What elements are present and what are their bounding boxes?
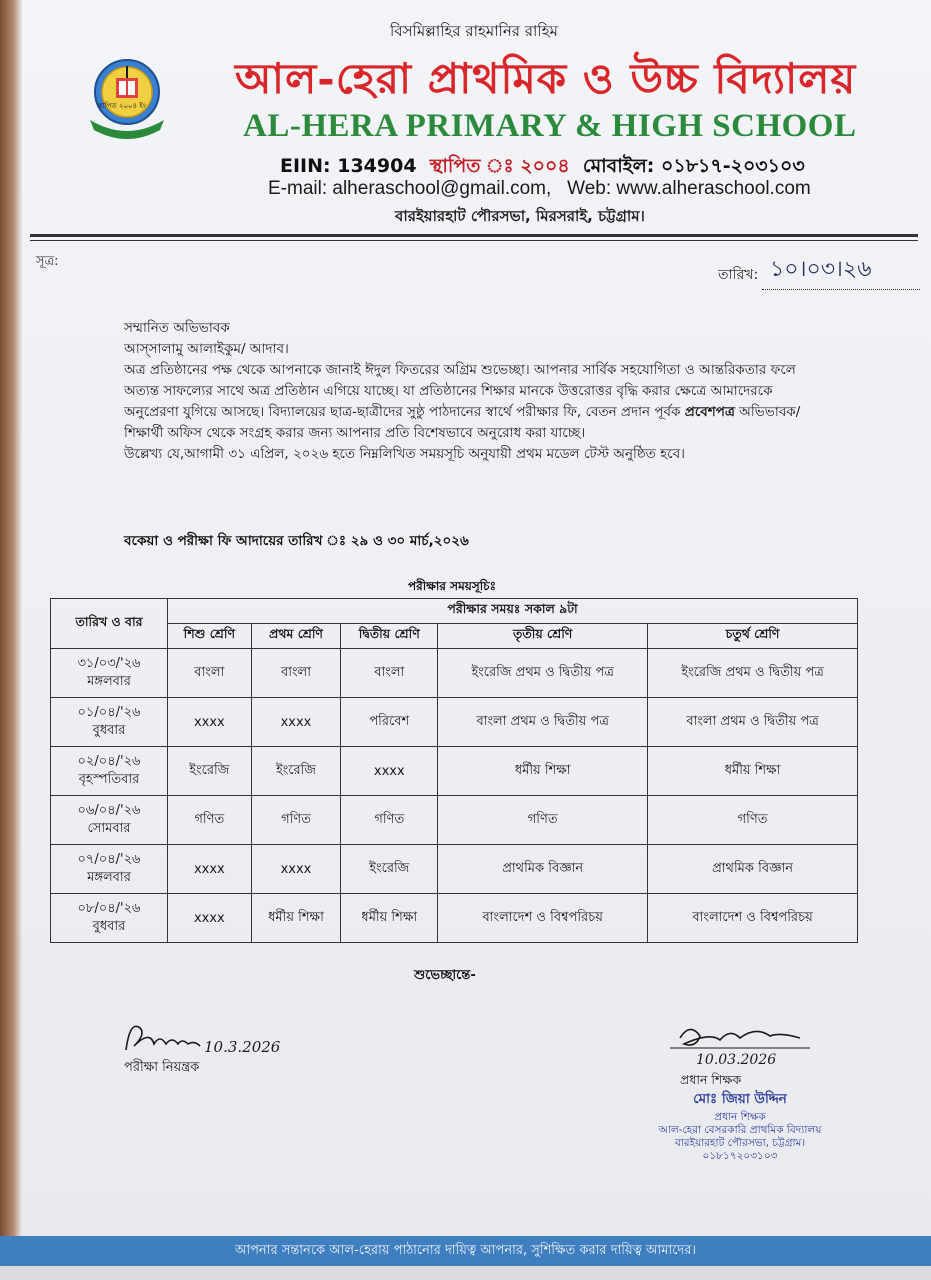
date-text: ০২/০৪/'২৬ [77, 754, 141, 769]
official-stamp [620, 1088, 860, 1163]
day-text: বৃহস্পতিবার [78, 772, 140, 787]
table-row [51, 894, 858, 943]
page-bottom-edge [0, 1266, 931, 1280]
class-header: শিশু শ্রেণি [168, 624, 252, 649]
page-edge [0, 0, 22, 1280]
stamp-phone: ০১৮১৭২০৩১০৩ [702, 1150, 778, 1162]
web-info-line [268, 178, 811, 200]
subject-cell: বাংলা [341, 649, 438, 698]
subject-cell: বাংলা [251, 649, 341, 698]
date-cell [51, 845, 168, 894]
day-text: বুধবার [92, 919, 126, 934]
header-divider-thin [30, 240, 918, 241]
greeting: আস্সালামু আলাইকুম/ আদাব। [124, 341, 289, 357]
date-column-header: তারিখ ও বার [51, 599, 168, 649]
paragraph-exam-notice: উল্লেখ্য যে,আগামী ৩১ এপ্রিল, ২০২৬ হতে নিম্নলিখিত সময়সূচি অনুযায়ী প্রথম মডেল টেস্ট অনুষ্ঠিত হবে। [124, 446, 685, 462]
date-cell [51, 747, 168, 796]
fee-collection-date: বকেয়া ও পরীক্ষা ফি আদায়ের তারিখ ঃ ২৯ ও ৩০ মার্চ,২০২৬ [124, 533, 469, 549]
subject-cell: ধর্মীয় শিক্ষা [438, 747, 648, 796]
date-text: ০১/০৪/'২৬ [77, 705, 141, 720]
subject-cell: xxxx [168, 845, 252, 894]
stamp-address: বারইয়ারহাট পৌরসভা, চট্টগ্রাম। [674, 1137, 806, 1149]
table-row [51, 698, 858, 747]
subject-cell: গণিত [251, 796, 341, 845]
logo-caption: স্থাপিত ২০০৪ ইং [98, 102, 146, 110]
subject-cell: বাংলা প্রথম ও দ্বিতীয় পত্র [648, 698, 858, 747]
subject-cell: ধর্মীয় শিক্ষা [341, 894, 438, 943]
date-text: ০৬/০৪/'২৬ [77, 803, 141, 818]
reference-label: সূত্র: [36, 254, 59, 269]
school-name-english: AL-HERA PRIMARY & HIGH SCHOOL [243, 108, 857, 144]
date-cell [51, 698, 168, 747]
date-label: তারিখ: [718, 267, 759, 283]
address-text: বারইয়ারহাট পৌরসভা, মিরসরাই, চট্টগ্রাম। [395, 207, 645, 225]
controller-date: 10.3.2026 [204, 1038, 281, 1056]
header-divider [30, 234, 918, 237]
subject-cell: ধর্মীয় শিক্ষা [251, 894, 341, 943]
subject-cell: প্রাথমিক বিজ্ঞান [438, 845, 648, 894]
subject-cell: ইংরেজি [168, 747, 252, 796]
subject-cell: পরিবেশ [341, 698, 438, 747]
subject-cell: বাংলা প্রথম ও দ্বিতীয় পত্র [438, 698, 648, 747]
mobile-text: মোবাইল: ০১৮১৭-২০৩১০৩ [582, 155, 805, 177]
bismillah-text: বিসমিল্লাহির রাহমানির রাহিম [390, 22, 558, 40]
class-header: দ্বিতীয় শ্রেণি [341, 624, 438, 649]
paragraph-main-text: অত্র প্রতিষ্ঠানের পক্ষ থেকে আপনাকে জানাই ঈদুল ফিতরের অগ্রিম শুভেচ্ছা। আপনার সার্বিক সহযোগিতা ও আন্তরিকতার ফলে অত্যন্ত সাফল্যের সাথে অত্র প্রতিষ্ঠান এগিয়ে যাচ্ছে। যা প্রতিষ্ঠানের শিক্ষার মানকে উত্তরোত্তর বৃদ্ধি করার ক্ষেত্রে আমাদেরকে অনুপ্রেরণা যুগিয়ে আসছে। বিদ্যালয়ের ছাত্র-ছাত্রীদের সুষ্ঠু পাঠদানের স্বার্থে পরীক্ষার ফি, বেতন প্রদান পূর্বক [124, 362, 796, 420]
table-row [51, 649, 858, 698]
day-text: সোমবার [87, 821, 131, 836]
paragraph-main [124, 360, 814, 444]
subject-cell: xxxx [251, 845, 341, 894]
headmaster-signature [660, 1018, 820, 1068]
eiin-text: EIIN: 134904 [280, 155, 417, 177]
letterhead [60, 12, 910, 232]
subject-cell: বাংলাদেশ ও বিশ্বপরিচয় [648, 894, 858, 943]
subject-cell: প্রাথমিক বিজ্ঞান [648, 845, 858, 894]
website-text: Web: www.alheraschool.com [567, 178, 811, 199]
day-text: মঙ্গলবার [87, 674, 131, 689]
table-row [51, 796, 858, 845]
exam-time-header: পরীক্ষার সময়ঃ সকাল ৯টা [168, 599, 858, 624]
established-text: স্থাপিত ঃ ২০০৪ [429, 155, 570, 177]
email-text: E-mail: alheraschool@gmail.com, [268, 178, 552, 199]
subject-cell: গণিত [438, 796, 648, 845]
subject-cell: ইংরেজি প্রথম ও দ্বিতীয় পত্র [648, 649, 858, 698]
closing-wishes: শুভেচ্ছান্তে- [414, 968, 476, 983]
schedule-title: পরীক্ষার সময়সূচিঃ [408, 579, 497, 593]
day-text: বুধবার [92, 723, 126, 738]
stamp-name: মোঃ জিয়া উদ্দিন [693, 1091, 787, 1107]
table-row [51, 845, 858, 894]
salutation: সম্মানিত অভিভাবক [124, 320, 230, 336]
date-text: ০৮/০৪/'২৬ [77, 901, 141, 916]
headmaster-date: 10.03.2026 [696, 1052, 777, 1068]
subject-cell: ইংরেজি প্রথম ও দ্বিতীয় পত্র [438, 649, 648, 698]
admit-card-term: প্রবেশপত্র [684, 404, 735, 420]
subject-cell: xxxx [168, 894, 252, 943]
letter-body [124, 318, 814, 465]
date-value: ১০।০৩।২৬ [762, 252, 920, 290]
table-row [51, 747, 858, 796]
headmaster-label: প্রধান শিক্ষক [680, 1072, 742, 1087]
subject-cell: বাংলা [168, 649, 252, 698]
footer-tagline: আপনার সন্তানকে আল-হেরায় পাঠানোর দায়িত্ব আপনার, সুশিক্ষিত করার দায়িত্ব আমাদের। [0, 1236, 931, 1266]
subject-cell: বাংলাদেশ ও বিশ্বপরিচয় [438, 894, 648, 943]
subject-cell: ধর্মীয় শিক্ষা [648, 747, 858, 796]
date-text: ০৭/০৪/'২৬ [77, 852, 141, 867]
date-cell [51, 894, 168, 943]
subject-cell: xxxx [251, 698, 341, 747]
stamp-school: আল-হেরা বেসরকারি প্রাথমিক বিদ্যালয় [658, 1124, 822, 1136]
date-cell [51, 796, 168, 845]
school-name-bangla: আল-হেরা প্রাথমিক ও উচ্চ বিদ্যালয় [235, 54, 857, 103]
paragraph-main-end: অভিভাবক/ শিক্ষার্থী অফিস থেকে সংগ্রহ করার জন্য আপনার প্রতি বিশেষভাবে অনুরোধ করা যাচ্ছে। [124, 404, 801, 441]
subject-cell: গণিত [648, 796, 858, 845]
class-header: চতুর্থ শ্রেণি [648, 624, 858, 649]
subject-cell: xxxx [341, 747, 438, 796]
stamp-title: প্রধান শিক্ষক [714, 1111, 766, 1123]
day-text: মঙ্গলবার [87, 870, 131, 885]
date-cell [51, 649, 168, 698]
class-header: প্রথম শ্রেণি [251, 624, 341, 649]
class-header: তৃতীয় শ্রেণি [438, 624, 648, 649]
subject-cell: ইংরেজি [251, 747, 341, 796]
exam-schedule-table [50, 598, 858, 943]
subject-cell: গণিত [341, 796, 438, 845]
controller-label: পরীক্ষা নিয়ন্ত্রক [124, 1060, 200, 1075]
subject-cell: xxxx [168, 698, 252, 747]
subject-cell: গণিত [168, 796, 252, 845]
subject-cell: ইংরেজি [341, 845, 438, 894]
date-text: ৩১/০৩/'২৬ [77, 656, 141, 671]
